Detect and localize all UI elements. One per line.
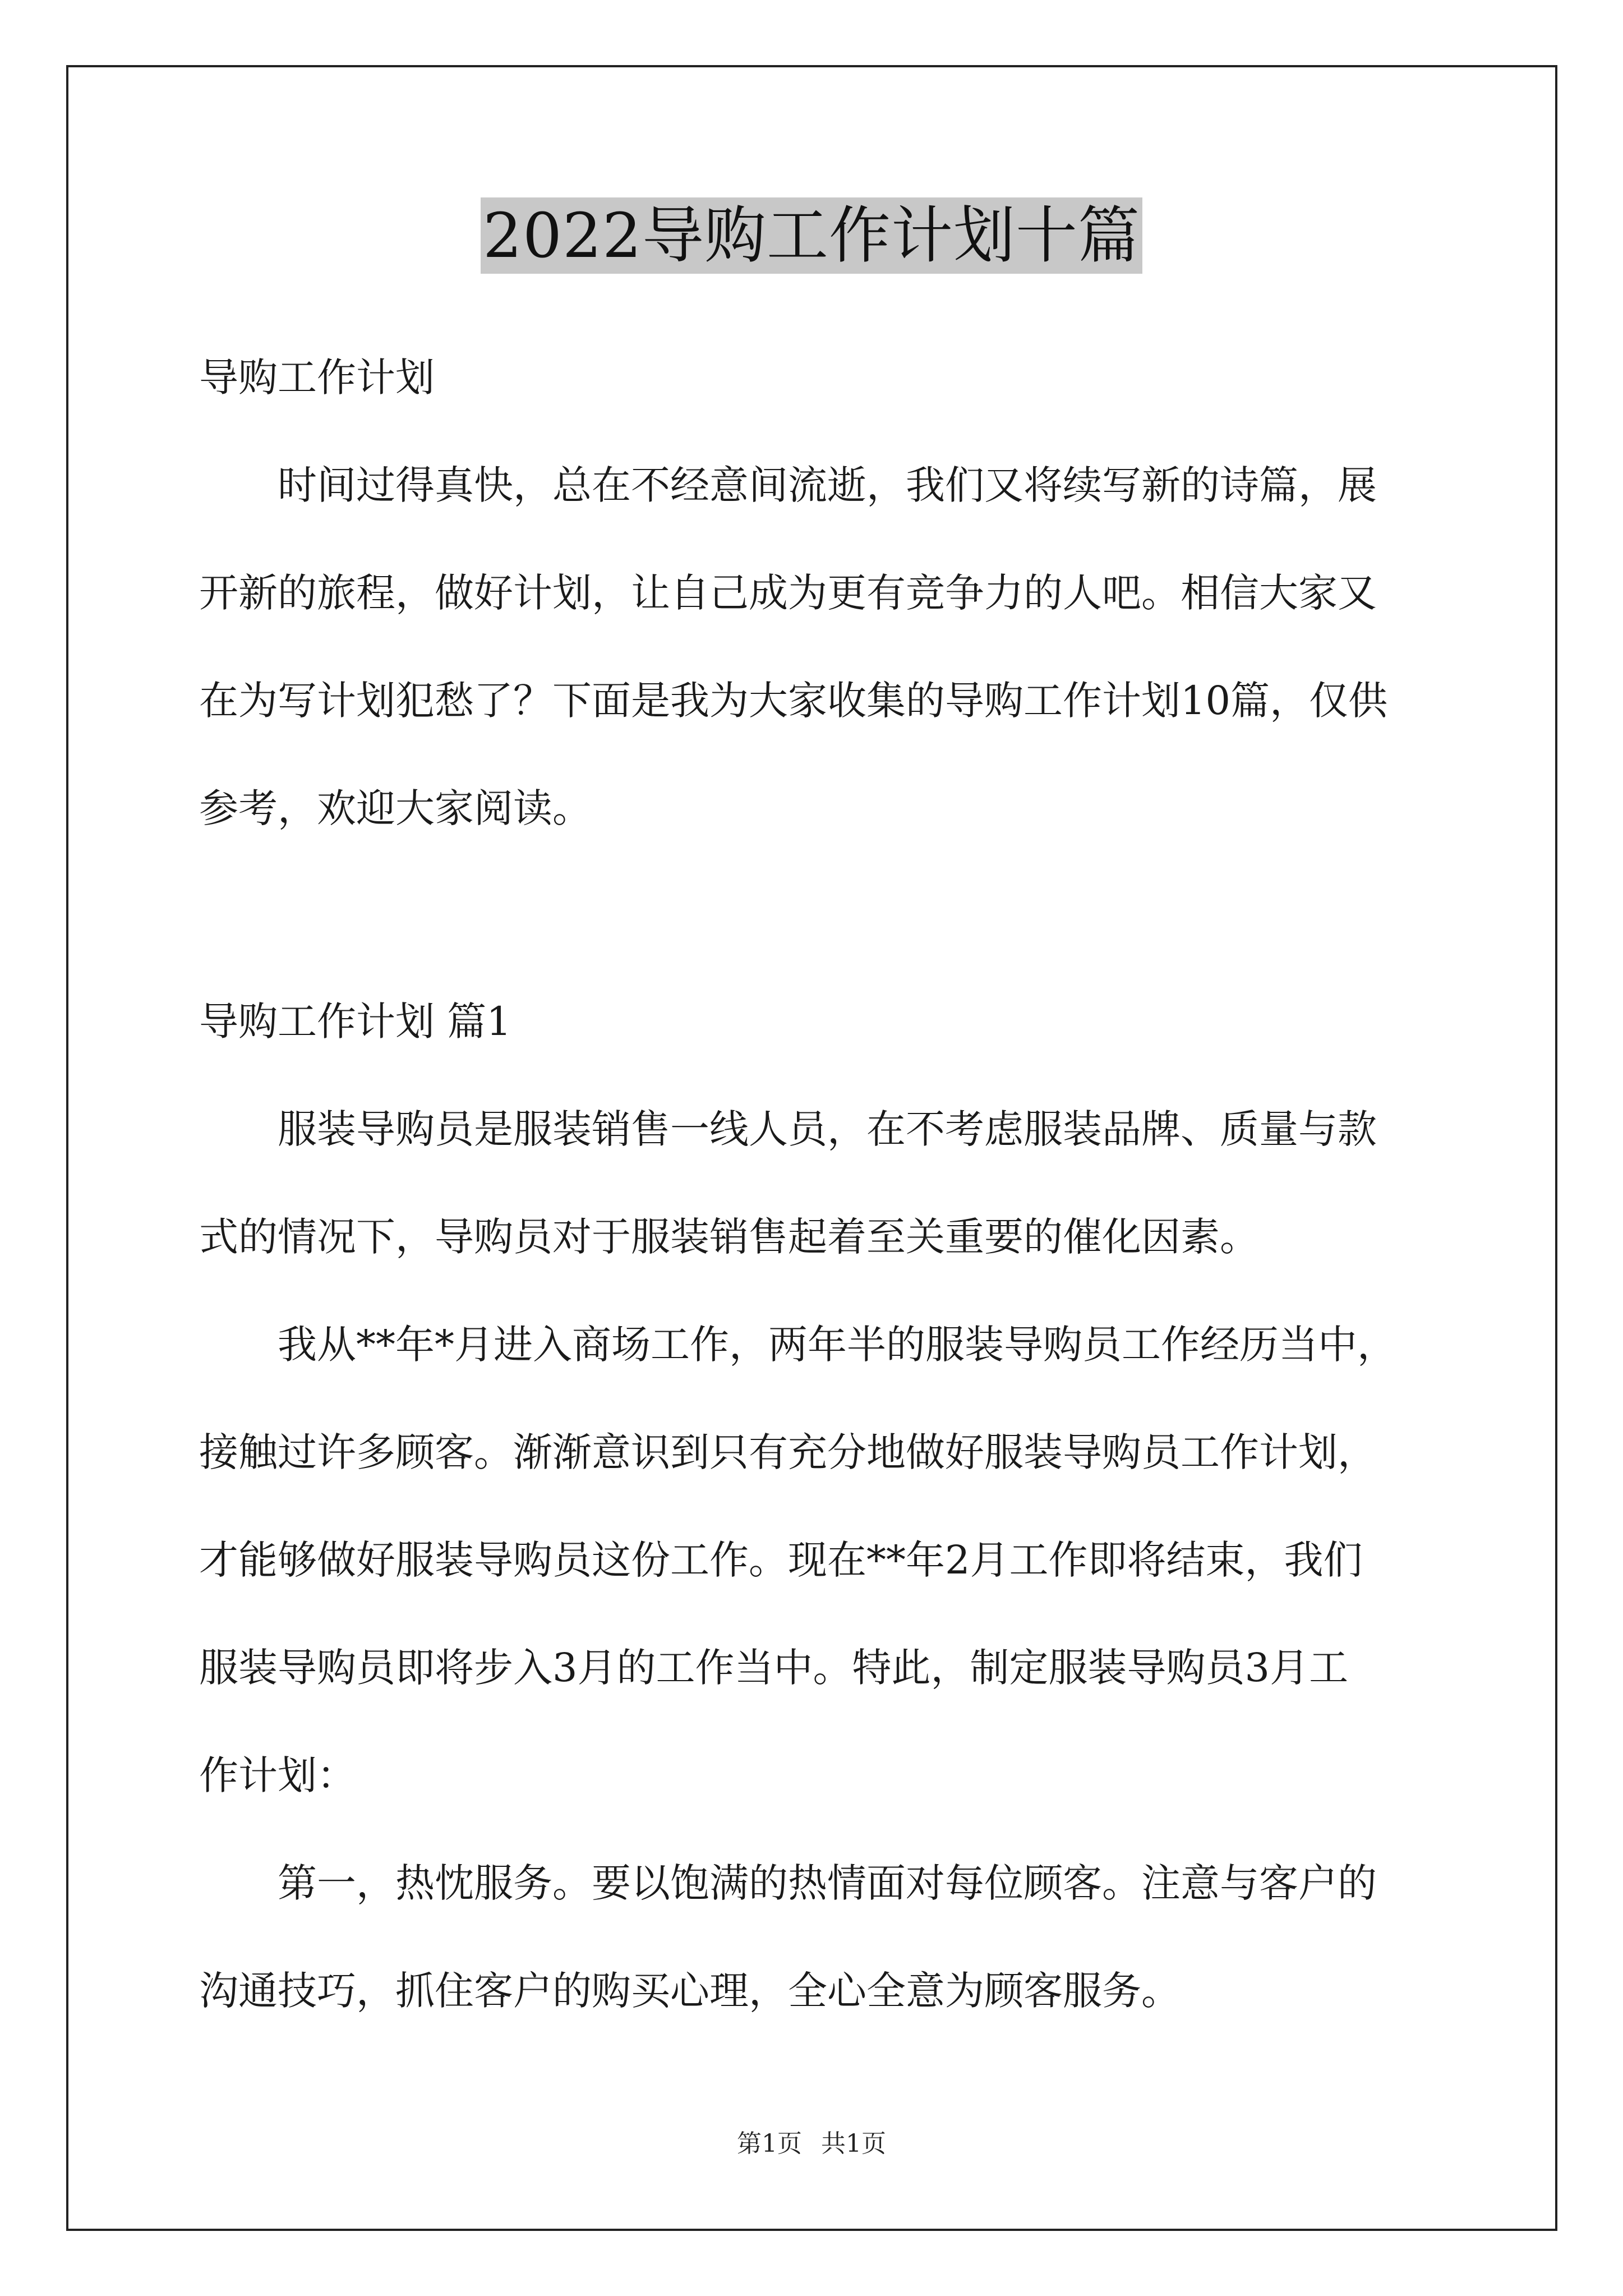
intro-line: 开新的旅程，做好计划，让自己成为更有竞争力的人吧。相信大家又 [199,570,1377,616]
intro-line: 在为写计划犯愁了？下面是我为大家收集的导购工作计划10篇，仅供 [199,678,1388,724]
intro-line: 时间过得真快，总在不经意间流逝，我们又将续写新的诗篇，展 [278,462,1377,508]
page-footer [0,2127,1623,2161]
paragraph-line: 沟通技巧，抓住客户的购买心理，全心全意为顾客服务。 [199,1968,1181,2014]
document-title: 2022导购工作计划十篇 [481,197,1142,274]
page-number-current: 第1页 [737,2129,802,2158]
paragraph-line: 作计划： [199,1752,356,1798]
paragraph-line: 才能够做好服装导购员这份工作。现在**年2月工作即将结束，我们 [199,1537,1363,1583]
paragraph-line: 我从**年*月进入商场工作，两年半的服装导购员工作经历当中， [278,1322,1396,1368]
paragraph-line: 第一，热忱服务。要以饱满的热情面对每位顾客。注意与客户的 [278,1860,1377,1906]
paragraph-line: 接触过许多顾客。渐渐意识到只有充分地做好服装导购员工作计划， [199,1429,1377,1475]
intro-line: 参考，欢迎大家阅读。 [199,785,592,831]
page-number-total: 共1页 [821,2129,886,2158]
section-heading: 导购工作计划 篇1 [199,999,511,1045]
paragraph-line: 服装导购员是服装销售一线人员，在不考虑服装品牌、质量与款 [278,1106,1377,1152]
paragraph-line: 服装导购员即将步入3月的工作当中。特此，制定服装导购员3月工 [199,1645,1349,1691]
intro-heading: 导购工作计划 [199,355,435,401]
paragraph-line: 式的情况下，导购员对于服装销售起着至关重要的催化因素。 [199,1214,1259,1260]
title-container [0,197,1623,274]
